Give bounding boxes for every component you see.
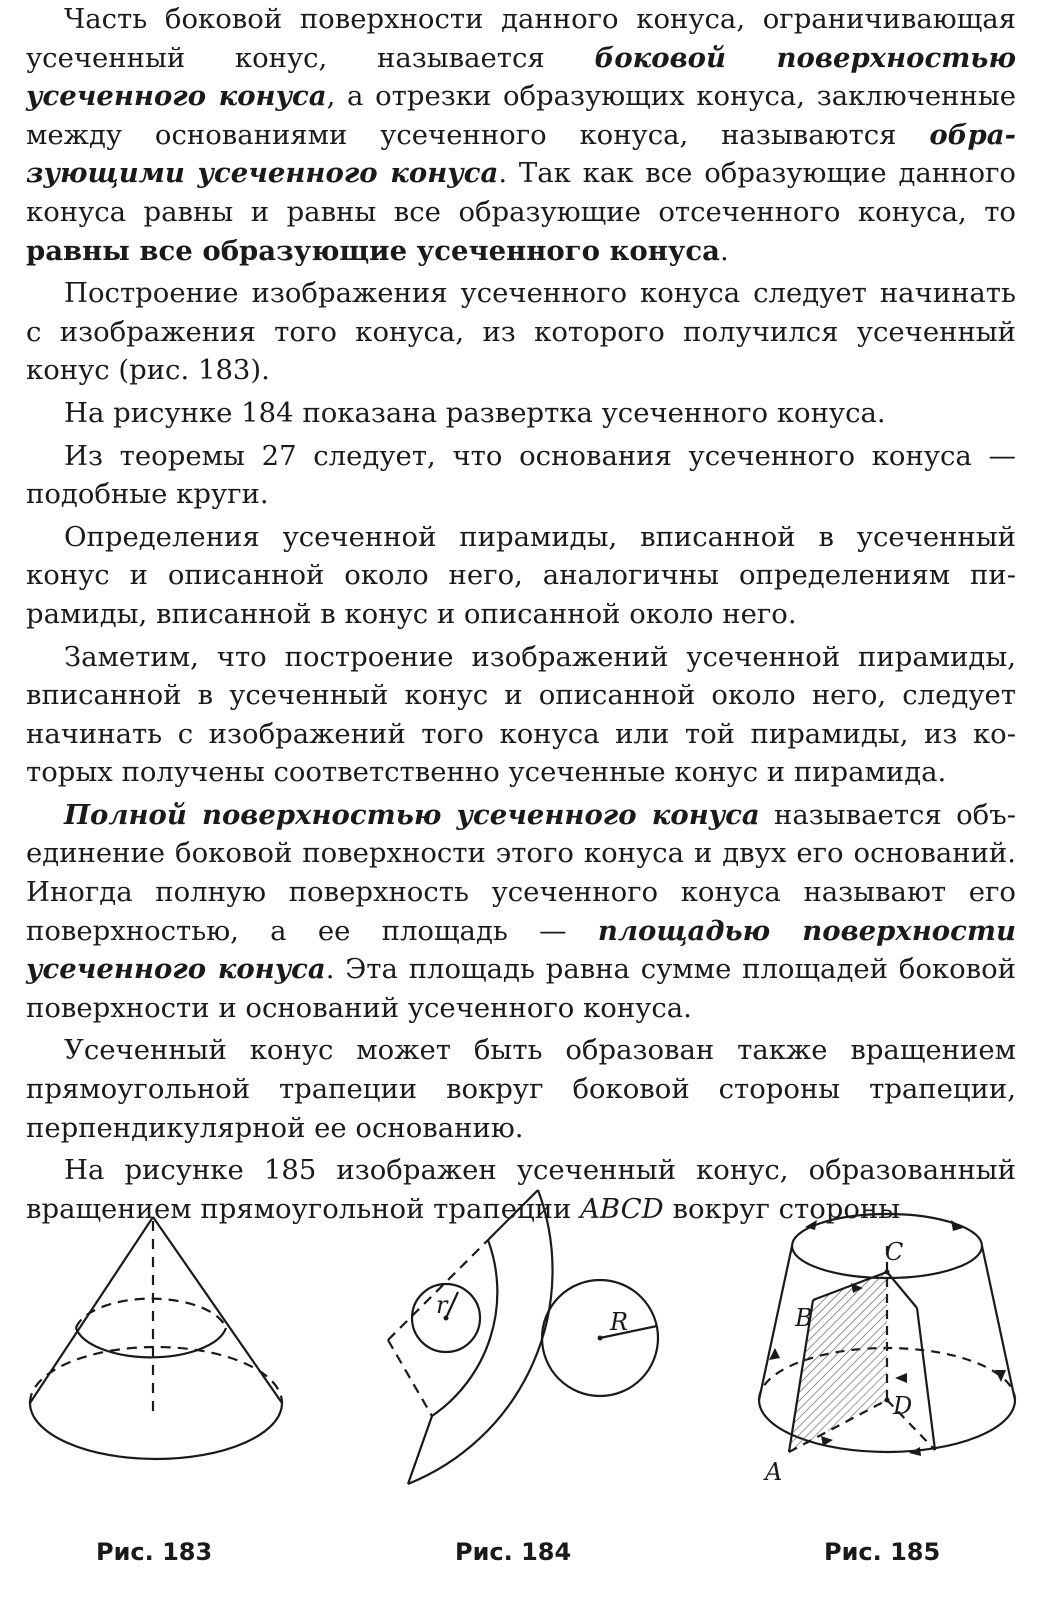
paragraph-lateral-surface: Часть боковой поверхности данного конуса, ограничивающая усеченный конус, называется боковой поверхностью усеченного конуса, а отрезки образующих конуса, заключенные между основаниями усеченного конуса, называются образующими усеченного конуса. Так как все образующие данного конуса равны и равны все образующие отсеченного конуса, то равны все образующие усеченного конуса.: [26, 3, 1016, 267]
term-lateral-surface: боковой поверхностью усеченного конуса: [26, 41, 1016, 113]
label-C: C: [885, 1238, 904, 1266]
large-radius: [600, 1326, 657, 1338]
small-radius: [446, 1292, 458, 1318]
paragraph-definitions: Определения усеченной пирамиды, вписанной в усеченный конус и описанной около него, аналогичны определениям пирамиды, вписанной в конус и описанной около него.: [26, 520, 1016, 630]
cone-right-generator: [153, 1217, 282, 1403]
paragraph-net: На рисунке 184 показана развертка усеченного конуса.: [64, 396, 886, 429]
net-top-edge: [488, 1190, 538, 1240]
label-r: r: [436, 1291, 448, 1319]
label-B: B: [795, 1304, 813, 1332]
label-D: D: [893, 1392, 913, 1420]
left-generator: [759, 1246, 792, 1400]
trapezoid-name: ABCD: [580, 1192, 664, 1225]
paragraph-full-surface: Полной поверхностью усеченного конуса называется объединение боковой поверхности этого конуса и двух его оснований. Иногда полную поверхность усеченного конуса называют его поверхностью, а ее площадь — площадью поверхности усеченного конуса. Эта площадь равна сумме площадей боковой поверхности и оснований усеченного конуса.: [26, 798, 1016, 1024]
net-dashed-top: [388, 1240, 488, 1340]
label-A: A: [765, 1458, 783, 1486]
caption-184: Рис. 184: [455, 1538, 572, 1566]
arrow-right: [995, 1370, 1006, 1382]
arrow-bottom-left: [821, 1436, 833, 1446]
caption-183: Рис. 183: [96, 1538, 213, 1566]
caption-185: Рис. 185: [824, 1538, 941, 1566]
cut-ellipse-back: [76, 1299, 226, 1328]
cone-base-back: [30, 1347, 282, 1403]
cone-base-front: [30, 1403, 282, 1459]
figure-184-net: [370, 1180, 670, 1500]
term-generators: образующими усеченного конуса: [26, 118, 1016, 190]
body-text: [26, 0, 1016, 1232]
net-outer-arc: [408, 1190, 553, 1484]
figure-183-cone: [20, 1205, 300, 1505]
net-dashed-bottom: [388, 1340, 432, 1416]
net-inner-arc: [432, 1240, 497, 1416]
paragraph-rotation: Усеченный конус может быть образован также вращением прямоугольной трапеции вокруг боковой стороны трапеции, перпендикулярной ее основанию.: [26, 1034, 1016, 1144]
paragraph-remark: Заметим, что построение изображений усеченной пирамиды, вписанной в усеченный конус и описанной около него, следует начинать с изображений того конуса или той пирамиды, из которых получены соответственно усеченные конус и пирамида.: [26, 640, 1016, 789]
paragraph-construction: Построение изображения усеченного конуса следует начинать с изображения того конуса, из которого получился усеченный конус (рис. 183).: [26, 277, 1016, 387]
bold-statement: равны все образующие усеченного конуса: [26, 234, 720, 267]
label-R: R: [610, 1308, 629, 1336]
arrow-axis: [895, 1373, 907, 1383]
term-surface-area: площадью поверхности усеченного конуса: [26, 914, 1016, 986]
rotated-generator: [917, 1308, 935, 1450]
term-full-surface: Полной поверхностью усеченного конуса: [64, 798, 760, 831]
paragraph-theorem: Из теоремы 27 следует, что основания усеченного конуса — подобные круги.: [26, 439, 1016, 511]
figure-185-frustum: [745, 1200, 1035, 1500]
paragraph-figure-185: На рисунке 185 изображен усеченный конус, образованный вращением прямоугольной трапеции ABCD вокруг стороны: [26, 1154, 1016, 1225]
